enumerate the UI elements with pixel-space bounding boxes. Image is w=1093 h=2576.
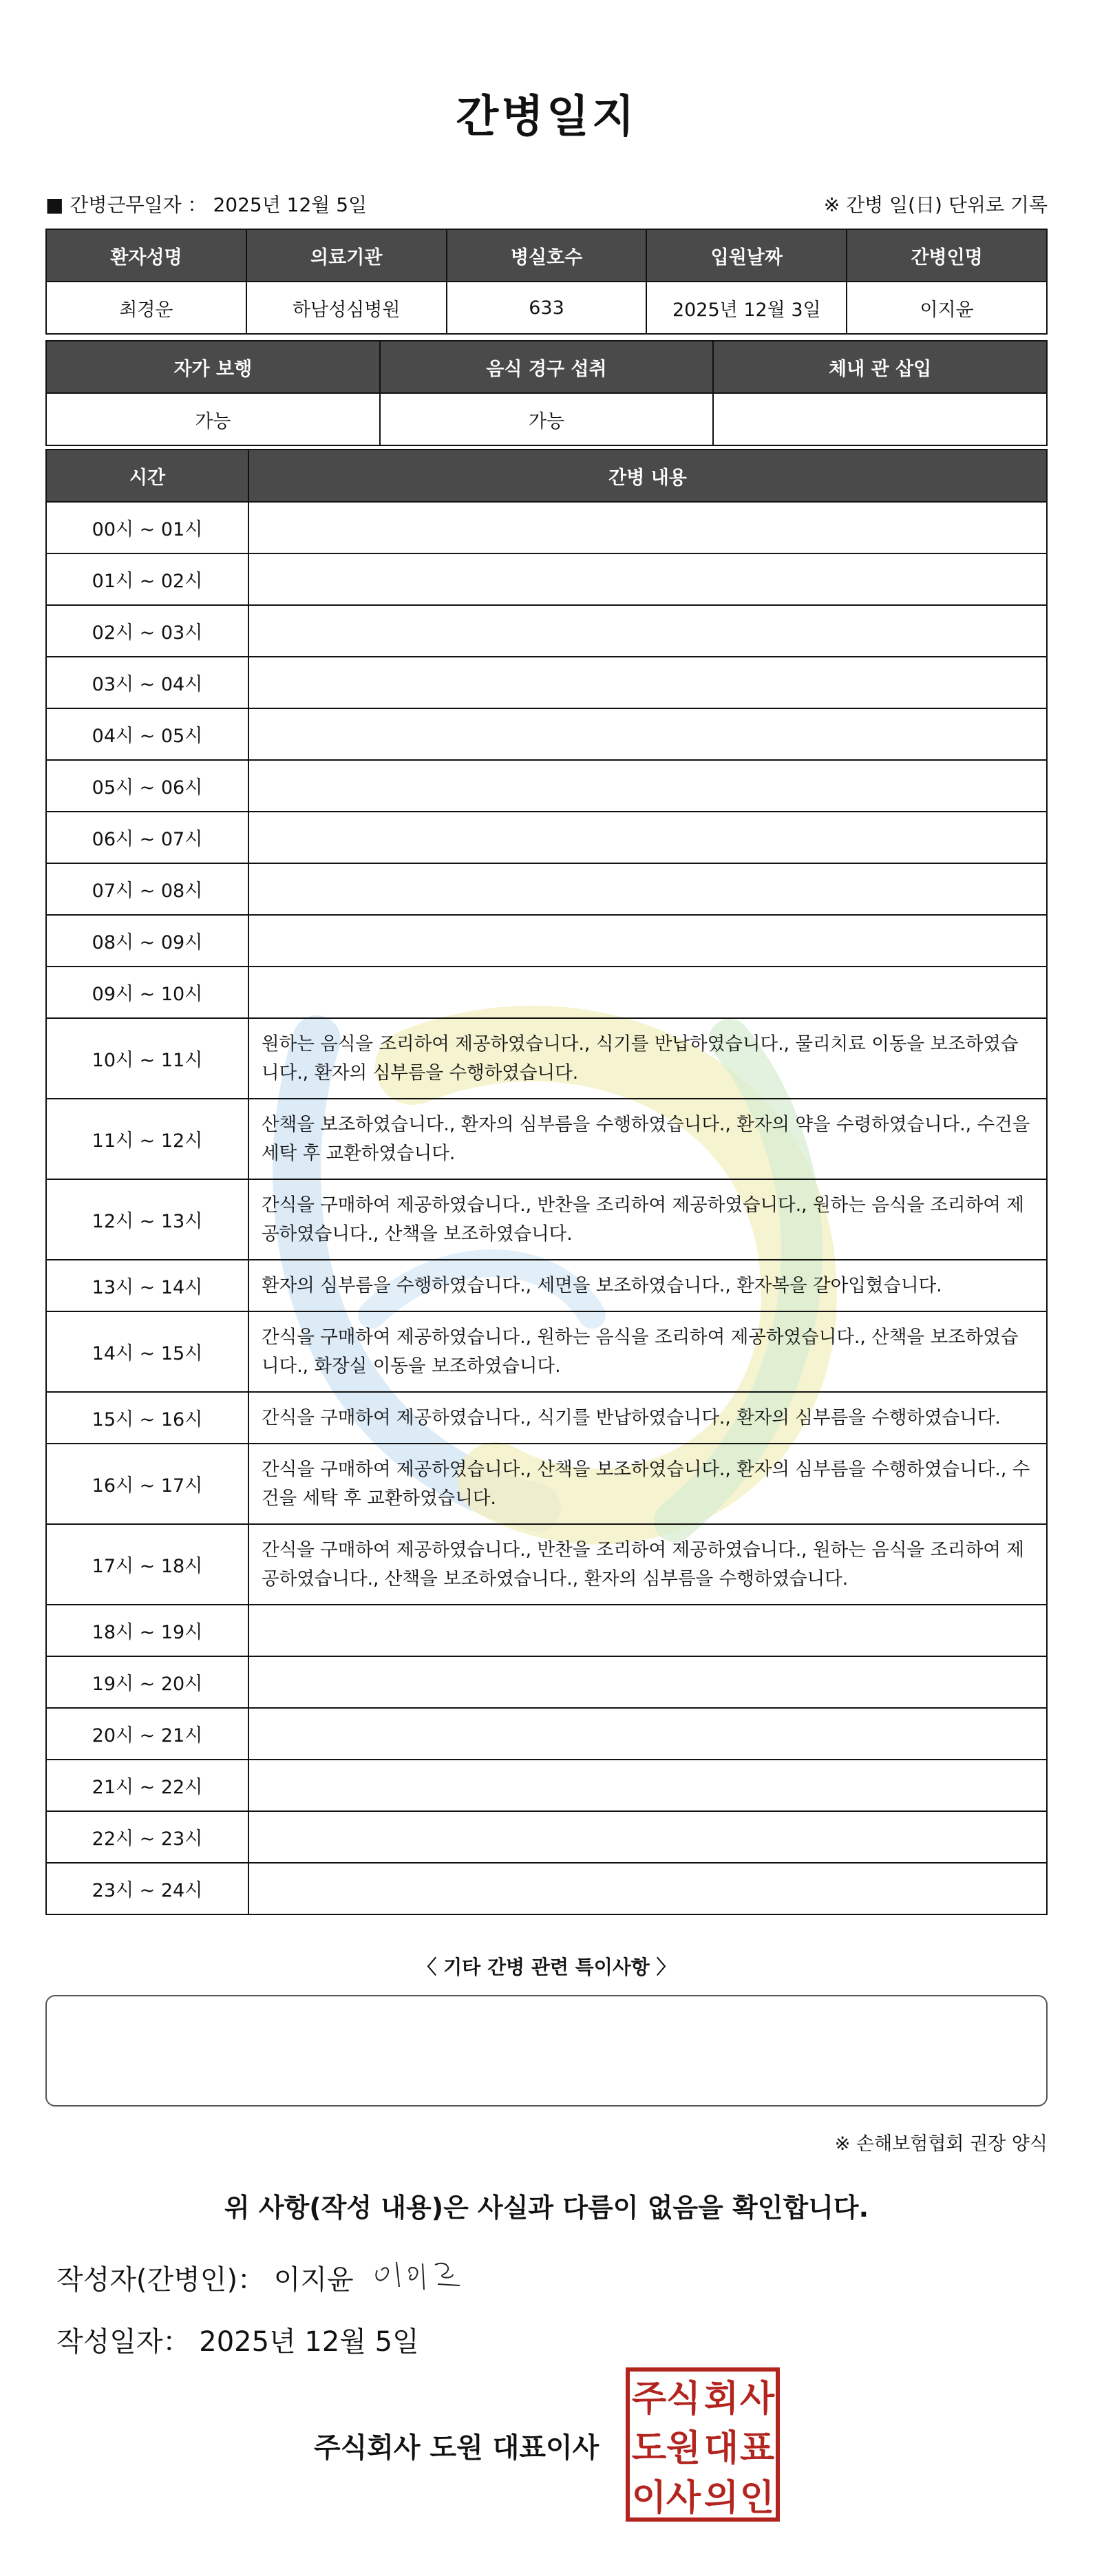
tube-insertion-value (713, 393, 1047, 445)
log-time: 14시 ~ 15시 (46, 1311, 248, 1392)
log-row (46, 1311, 1047, 1392)
patient-status-table (45, 340, 1048, 446)
log-content: 환자의 심부름을 수행하였습니다., 세면을 보조하였습니다., 환자복을 갈아입혔습니다. (248, 1260, 1047, 1311)
header-hospital: 의료기관 (246, 229, 447, 282)
log-content (248, 1708, 1047, 1760)
log-content (248, 760, 1047, 812)
written-date: 작성일자： 2025년 12월 5일 (56, 2326, 419, 2358)
log-time: 02시 ~ 03시 (46, 605, 248, 657)
svg-text:인: 인 (739, 2478, 775, 2519)
log-row (46, 1260, 1047, 1311)
log-row (46, 760, 1047, 812)
handwritten-signature (372, 2250, 482, 2298)
svg-text:주: 주 (631, 2378, 667, 2420)
admission-date: 2025년 12월 3일 (646, 282, 847, 334)
log-time: 03시 ~ 04시 (46, 657, 248, 708)
svg-text:회: 회 (703, 2378, 739, 2420)
log-time: 21시 ~ 22시 (46, 1760, 248, 1811)
notes-title: 〈 기타 간병 관련 특이사항 〉 (417, 1956, 676, 1978)
log-row (46, 605, 1047, 657)
log-row (46, 708, 1047, 760)
svg-text:원: 원 (666, 2428, 701, 2469)
care-log-body (46, 502, 1047, 1914)
care-log-table (45, 449, 1048, 1915)
svg-text:사: 사 (666, 2478, 701, 2519)
work-date-label: ■ 간병근무일자 ： 2025년 12월 5일 (45, 193, 368, 216)
log-time: 00시 ~ 01시 (46, 502, 248, 553)
log-content (248, 605, 1047, 657)
log-row (46, 812, 1047, 863)
company-representative: 주식회사 도원 대표이사 (314, 2432, 599, 2464)
log-row (46, 1524, 1047, 1605)
header-oral-intake: 음식 경구 섭취 (380, 341, 714, 393)
log-content: 간식을 구매하여 제공하였습니다., 원하는 음식을 조리하여 제공하였습니다., 산책을 보조하였습니다., 화장실 이동을 보조하였습니다. (248, 1311, 1047, 1392)
log-row (46, 1179, 1047, 1260)
log-time: 01시 ~ 02시 (46, 553, 248, 605)
recommend-note: ※ 손해보험협회 권장 양식 (834, 2133, 1048, 2155)
header-tube-insertion: 체내 관 삽입 (713, 341, 1047, 393)
log-row (46, 502, 1047, 553)
oral-intake-value: 가능 (380, 393, 714, 445)
svg-text:식: 식 (666, 2378, 701, 2420)
log-content (248, 657, 1047, 708)
log-time: 13시 ~ 14시 (46, 1260, 248, 1311)
log-content: 간식을 구매하여 제공하였습니다., 산책을 보조하였습니다., 환자의 심부름을 수행하였습니다., 수건을 세탁 후 교환하였습니다. (248, 1444, 1047, 1524)
caregiver-name: 이지윤 (847, 282, 1047, 334)
confirmation-statement: 위 사항(작성 내용)은 사실과 다름이 없음을 확인합니다. (224, 2193, 869, 2223)
log-row (46, 1099, 1047, 1179)
document-title: 간병일지 (456, 92, 637, 142)
log-time: 04시 ~ 05시 (46, 708, 248, 760)
log-row (46, 1708, 1047, 1760)
header-self-walking: 자가 보행 (46, 341, 380, 393)
notes-box (45, 1995, 1048, 2107)
log-time: 08시 ~ 09시 (46, 915, 248, 967)
log-content (248, 553, 1047, 605)
log-row (46, 1605, 1047, 1656)
svg-text:표: 표 (739, 2428, 775, 2469)
log-content (248, 812, 1047, 863)
log-time: 06시 ~ 07시 (46, 812, 248, 863)
log-time: 20시 ~ 21시 (46, 1708, 248, 1760)
log-time: 11시 ~ 12시 (46, 1099, 248, 1179)
log-row (46, 1444, 1047, 1524)
log-content (248, 863, 1047, 915)
log-content (248, 1760, 1047, 1811)
header-patient-name: 환자성명 (46, 229, 246, 282)
log-time: 05시 ~ 06시 (46, 760, 248, 812)
log-time: 23시 ~ 24시 (46, 1863, 248, 1914)
self-walking-value: 가능 (46, 393, 380, 445)
log-row (46, 1392, 1047, 1444)
log-time: 17시 ~ 18시 (46, 1524, 248, 1605)
log-content (248, 708, 1047, 760)
svg-text:도: 도 (631, 2428, 667, 2469)
patient-info-table (45, 229, 1048, 335)
log-content (248, 1811, 1047, 1863)
header-admission-date: 입원날짜 (646, 229, 847, 282)
log-time: 22시 ~ 23시 (46, 1811, 248, 1863)
log-time: 07시 ~ 08시 (46, 863, 248, 915)
log-content: 간식을 구매하여 제공하였습니다., 반찬을 조리하여 제공하였습니다., 원하는 음식을 조리하여 제공하였습니다., 산책을 보조하였습니다. (248, 1179, 1047, 1260)
svg-text:의: 의 (703, 2478, 739, 2519)
log-row (46, 863, 1047, 915)
log-row (46, 915, 1047, 967)
log-row (46, 657, 1047, 708)
log-row (46, 1760, 1047, 1811)
log-row (46, 967, 1047, 1018)
header-room-number: 병실호수 (447, 229, 647, 282)
log-content: 간식을 구매하여 제공하였습니다., 반찬을 조리하여 제공하였습니다., 원하는 음식을 조리하여 제공하였습니다., 산책을 보조하였습니다., 환자의 심부름을 수행하였습니다. (248, 1524, 1047, 1605)
log-time: 19시 ~ 20시 (46, 1656, 248, 1708)
log-row (46, 1863, 1047, 1914)
log-row (46, 1811, 1047, 1863)
log-content: 원하는 음식을 조리하여 제공하였습니다., 식기를 반납하였습니다., 물리치료 이동을 보조하였습니다., 환자의 심부름을 수행하였습니다. (248, 1018, 1047, 1099)
log-time: 18시 ~ 19시 (46, 1605, 248, 1656)
room-number: 633 (447, 282, 647, 334)
log-row (46, 1656, 1047, 1708)
writer-line: 작성자(간병인)： 이지윤 (56, 2264, 354, 2296)
header-care-content: 간병 내용 (248, 450, 1047, 502)
log-time: 09시 ~ 10시 (46, 967, 248, 1018)
company-seal (625, 2367, 781, 2522)
svg-text:사: 사 (739, 2378, 775, 2420)
log-content: 간식을 구매하여 제공하였습니다., 식기를 반납하였습니다., 환자의 심부름을 수행하였습니다. (248, 1392, 1047, 1444)
log-content (248, 915, 1047, 967)
log-content (248, 967, 1047, 1018)
hospital-name: 하남성심병원 (246, 282, 447, 334)
log-content (248, 1656, 1047, 1708)
svg-text:이: 이 (631, 2478, 667, 2519)
log-time: 16시 ~ 17시 (46, 1444, 248, 1524)
log-content (248, 1605, 1047, 1656)
header-caregiver-name: 간병인명 (847, 229, 1047, 282)
log-content (248, 1863, 1047, 1914)
log-content (248, 502, 1047, 553)
log-content: 산책을 보조하였습니다., 환자의 심부름을 수행하였습니다., 환자의 약을 수령하였습니다., 수건을 세탁 후 교환하였습니다. (248, 1099, 1047, 1179)
log-time: 12시 ~ 13시 (46, 1179, 248, 1260)
patient-name: 최경운 (46, 282, 246, 334)
record-unit-note: ※ 간병 일(日) 단위로 기록 (823, 193, 1048, 216)
svg-text:대: 대 (703, 2428, 739, 2469)
log-row (46, 1018, 1047, 1099)
log-row (46, 553, 1047, 605)
header-time: 시간 (46, 450, 248, 502)
log-time: 10시 ~ 11시 (46, 1018, 248, 1099)
log-time: 15시 ~ 16시 (46, 1392, 248, 1444)
